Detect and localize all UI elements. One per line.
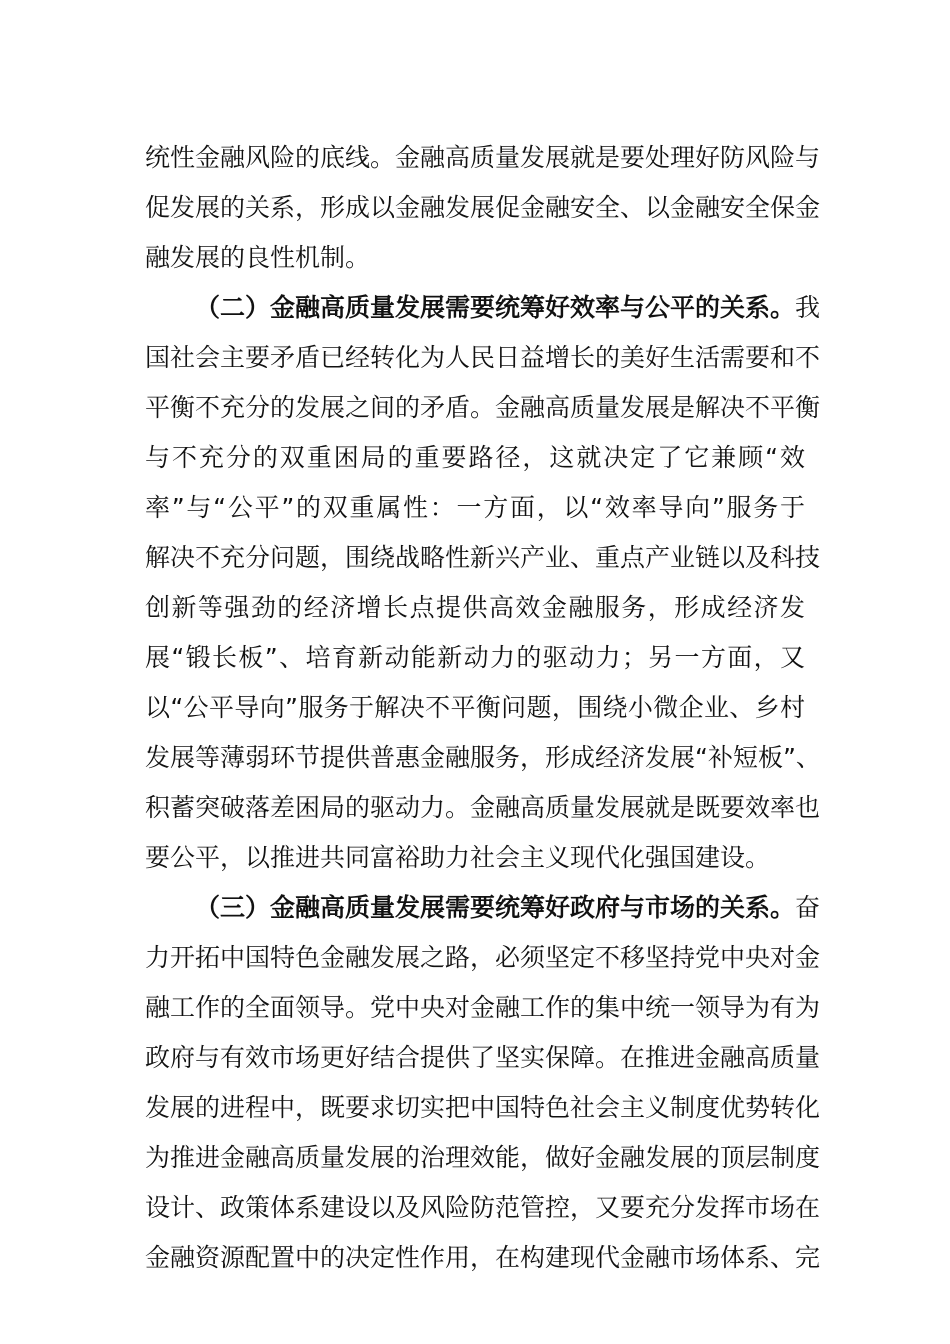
text-line: 发展等薄弱环节提供普惠金融服务，形成经济发展“补短板”、 xyxy=(145,743,821,772)
text-line: 平衡不充分的发展之间的矛盾。金融高质量发展是解决不平衡 xyxy=(145,393,821,422)
text-line: 融工作的全面领导。党中央对金融工作的集中统一领导为有为 xyxy=(145,993,821,1022)
text-line: 积蓄突破落差困局的驱动力。金融高质量发展就是既要效率也 xyxy=(145,793,821,822)
text-line: 促发展的关系，形成以金融发展促金融安全、以金融安全保金 xyxy=(145,193,821,222)
text-fragment: 奋 xyxy=(795,893,821,922)
text-line: 统性金融风险的底线。金融高质量发展就是要处理好防风险与 xyxy=(145,143,821,172)
text-line: 国社会主要矛盾已经转化为人民日益增长的美好生活需要和不 xyxy=(145,343,821,372)
text-line: 展“锻长板”、培育新动能新动力的驱动力；另一方面，又 xyxy=(145,643,805,672)
text-line: 与不充分的双重困局的重要路径，这就决定了它兼顾“效 xyxy=(145,443,805,472)
text-line: 率”与“公平”的双重属性：一方面，以“效率导向”服务于 xyxy=(145,493,805,522)
text-line: 融发展的良性机制。 xyxy=(145,243,371,272)
section-heading: （三）金融高质量发展需要统筹好政府与市场的关系。 xyxy=(195,893,796,922)
text-line: 解决不充分问题，围绕战略性新兴产业、重点产业链以及科技 xyxy=(145,543,821,572)
text-line: 为推进金融高质量发展的治理效能，做好金融发展的顶层制度 xyxy=(145,1143,821,1172)
text-line: 设计、政策体系建设以及风险防范管控，又要充分发挥市场在 xyxy=(145,1193,821,1222)
text-line: 政府与有效市场更好结合提供了坚实保障。在推进金融高质量 xyxy=(145,1043,821,1072)
text-line: 以“公平导向”服务于解决不平衡问题，围绕小微企业、乡村 xyxy=(145,693,805,722)
text-line: 要公平，以推进共同富裕助力社会主义现代化强国建设。 xyxy=(145,843,771,872)
text-line: 发展的进程中，既要求切实把中国特色社会主义制度优势转化 xyxy=(145,1093,821,1122)
text-line: 创新等强劲的经济增长点提供高效金融服务，形成经济发 xyxy=(145,593,805,622)
text-line: 力开拓中国特色金融发展之路，必须坚定不移坚持党中央对金 xyxy=(145,943,821,972)
section-heading-line xyxy=(195,886,821,930)
text-line: 金融资源配置中的决定性作用，在构建现代金融市场体系、完 xyxy=(145,1243,821,1272)
text-fragment: 我 xyxy=(795,293,821,322)
section-heading: （二）金融高质量发展需要统筹好效率与公平的关系。 xyxy=(195,293,796,322)
section-heading-line xyxy=(195,286,821,330)
